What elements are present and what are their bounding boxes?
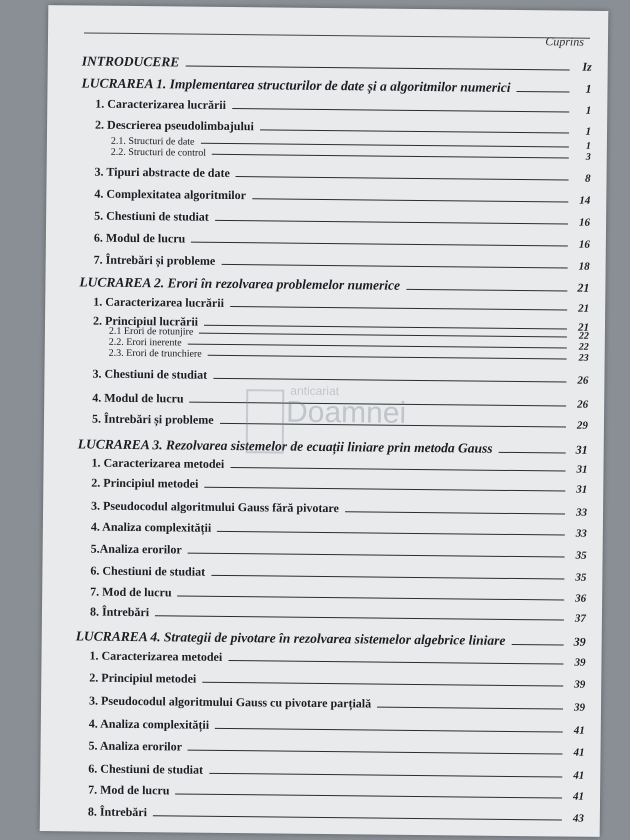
toc-entry-title: 2. Principiul metodei xyxy=(91,475,199,491)
toc-page-number: 14 xyxy=(579,194,591,207)
watermark xyxy=(246,383,457,465)
toc-leader-line xyxy=(208,355,567,360)
toc-page-number: 39 xyxy=(574,678,586,691)
toc-entry-title: 2.2. Structuri de control xyxy=(110,146,207,159)
toc-leader-line xyxy=(377,707,563,710)
toc-section xyxy=(76,604,586,624)
toc-section xyxy=(74,761,584,781)
toc-page-number: 31 xyxy=(576,463,588,476)
toc-page-number: 33 xyxy=(575,527,587,540)
toc-section xyxy=(80,252,590,272)
toc-leader-line xyxy=(260,129,569,133)
document-page xyxy=(40,5,609,837)
toc-leader-line xyxy=(221,264,567,269)
toc-entry-title: 2. Principiul lucrării xyxy=(92,313,199,329)
toc-section xyxy=(77,519,587,539)
toc-entry-title: LUCRAREA 4. Strategii de pivotare în rezolvarea sistemelor algebrice liniare xyxy=(75,628,506,648)
toc-leader-line xyxy=(155,615,564,620)
toc-chapter xyxy=(76,628,586,649)
toc-entry-title: 2. Descrierea pseudolimbajului xyxy=(95,117,254,134)
toc-entry-title: 4. Analiza complexității xyxy=(90,519,212,535)
toc-entry-title: 3. Tipuri abstracte de date xyxy=(94,164,230,180)
toc-leader-line xyxy=(230,306,567,311)
toc-leader-line xyxy=(215,220,568,225)
toc-page-number: 3 xyxy=(585,151,591,163)
toc-section xyxy=(80,186,590,206)
toc-chapter xyxy=(79,274,589,295)
toc-entry-title: 7. Mod de lucru xyxy=(88,782,170,798)
toc-page-number: 31 xyxy=(575,442,588,457)
toc-entry-title: 5. Analiza erorilor xyxy=(88,738,183,754)
toc-section xyxy=(76,563,586,583)
toc-page-number: 37 xyxy=(574,612,587,625)
toc-entry-title: 8. Întrebări xyxy=(89,604,150,620)
toc-leader-line xyxy=(188,344,567,349)
toc-leader-line xyxy=(215,728,563,733)
toc-section xyxy=(75,693,585,713)
toc-leader-line xyxy=(177,595,564,600)
toc-entry-title: 2.3. Erori de trunchiere xyxy=(108,347,202,360)
toc-page-number: 39 xyxy=(573,701,586,714)
watermark-logo-icon xyxy=(246,389,285,453)
toc-leader-line xyxy=(345,511,565,514)
toc-page-number: 39 xyxy=(574,656,586,669)
toc-page-number: 23 xyxy=(578,352,589,364)
toc-page-number: 21 xyxy=(577,321,590,334)
toc-entry-title: 4. Modul de lucru xyxy=(92,390,184,406)
toc-leader-line xyxy=(212,154,569,159)
toc-page-number: 35 xyxy=(575,549,587,562)
toc-leader-line xyxy=(498,452,565,454)
toc-entry-title: 3. Pseudocodul algoritmului Gauss fără pivotare xyxy=(91,498,339,516)
toc-leader-line xyxy=(175,793,562,798)
toc-page-number: 16 xyxy=(578,238,590,251)
toc-leader-line xyxy=(209,773,562,778)
toc-section xyxy=(77,541,587,561)
toc-entry-title: 6. Modul de lucru xyxy=(93,230,186,246)
toc-section xyxy=(81,164,591,184)
header-rule xyxy=(84,32,590,38)
toc-entry-title: 4. Complexitatea algoritmilor xyxy=(94,186,247,203)
toc-entry-title: 2.2. Erori inerente xyxy=(108,336,182,349)
toc-page-number: 33 xyxy=(575,506,588,519)
toc-page-number: 39 xyxy=(573,634,586,649)
toc-entry-title: 8. Întrebări xyxy=(87,804,148,820)
toc-section xyxy=(81,117,591,137)
toc-section xyxy=(74,804,584,824)
toc-page-number: 16 xyxy=(579,216,591,229)
toc-entry-title: LUCRAREA 2. Erori în rezolvarea problemelor numerice xyxy=(79,274,401,293)
toc-entry-title: 3. Chestiuni de studiat xyxy=(92,366,208,382)
toc-page-number: 8 xyxy=(584,172,591,185)
toc-leader-line xyxy=(204,487,565,492)
toc-section xyxy=(75,670,585,690)
toc-page-number: 26 xyxy=(577,374,589,387)
toc-leader-line xyxy=(252,198,568,202)
toc-leader-line xyxy=(199,333,567,338)
toc-page-number: 36 xyxy=(575,592,587,605)
toc-entry-title: 7. Mod de lucru xyxy=(90,584,172,600)
toc-section xyxy=(76,584,586,604)
toc-section xyxy=(77,475,587,495)
toc-leader-line xyxy=(153,815,562,820)
toc-leader-line xyxy=(191,242,568,247)
toc-leader-line xyxy=(511,644,563,646)
toc-leader-line xyxy=(217,531,565,536)
toc-page-number: 1 xyxy=(585,140,591,152)
toc-entry-title: 3. Pseudocodul algoritmului Gauss cu pivotare parțială xyxy=(88,693,372,711)
toc-page-number: 41 xyxy=(573,746,585,759)
toc-entry-title: LUCRAREA 1. Implementarea structurilor de date și a algoritmilor numerici xyxy=(81,75,511,95)
toc-leader-line xyxy=(211,575,564,580)
watermark-small-text: anticariat xyxy=(290,383,340,399)
toc-page-number: 43 xyxy=(572,812,584,825)
toc-leader-line xyxy=(200,143,568,148)
toc-section xyxy=(75,716,585,736)
toc-page-number: 41 xyxy=(573,790,585,803)
toc-page-number: 18 xyxy=(578,260,590,273)
toc-entry-title: 2.1. Structuri de date xyxy=(110,135,195,148)
toc-leader-line xyxy=(185,66,569,71)
toc-page-number: Iz xyxy=(582,59,592,74)
toc-page-number: 41 xyxy=(573,724,585,737)
toc-entry-title: 5.Analiza erorilor xyxy=(90,541,182,557)
toc-entry-title: 7. Întrebări și probleme xyxy=(93,252,216,268)
toc-section xyxy=(81,96,591,116)
toc-page-number: 1 xyxy=(585,125,592,138)
toc-leader-line xyxy=(228,660,563,665)
toc-entry-title: 6. Chestiuni de studiat xyxy=(88,761,204,777)
toc-page-number: 22 xyxy=(578,330,589,342)
toc-chapter xyxy=(81,75,591,96)
toc-entry-title: 5. Întrebări și probleme xyxy=(91,411,214,427)
toc-page-number: 1 xyxy=(585,104,592,117)
toc-leader-line xyxy=(202,682,563,687)
toc-chapter xyxy=(82,53,592,74)
toc-entry-title: 1. Caracterizarea lucrării xyxy=(95,96,227,112)
toc-entry-title: 6. Chestiuni de studiat xyxy=(90,563,206,579)
toc-leader-line xyxy=(188,750,563,755)
toc-leader-line xyxy=(232,108,569,113)
watermark-big-text: Doamnei xyxy=(285,395,407,430)
toc-section xyxy=(77,498,587,518)
toc-leader-line xyxy=(406,289,567,292)
toc-entry-title: 1. Caracterizarea metodei xyxy=(91,455,225,471)
toc-leader-line xyxy=(236,176,569,180)
toc-section xyxy=(80,208,590,228)
toc-page-number: 35 xyxy=(575,571,587,584)
toc-leader-line xyxy=(230,467,565,472)
toc-page-number: 41 xyxy=(573,769,585,782)
toc-entry-title: 2.1 Erori de rotunjire xyxy=(108,325,194,338)
toc-page-number: 31 xyxy=(576,483,588,496)
toc-section xyxy=(80,230,590,250)
toc-entry-title: 5. Chestiuni de studiat xyxy=(94,208,209,224)
toc-section xyxy=(79,294,589,314)
toc-page-number: 21 xyxy=(578,302,590,315)
toc-section xyxy=(75,648,585,668)
toc-page-number: 26 xyxy=(577,398,589,411)
toc-entry-title: 2. Principiul metodei xyxy=(89,670,197,686)
toc-leader-line xyxy=(213,378,566,383)
toc-page-number: 29 xyxy=(576,419,589,432)
toc-section xyxy=(75,738,585,758)
toc-page-number: 21 xyxy=(577,280,590,295)
toc-leader-line xyxy=(517,91,570,93)
toc-entry-title: 4. Analiza complexității xyxy=(88,716,210,732)
toc-entry-title: 1. Caracterizarea metodei xyxy=(89,648,223,664)
toc-page-number: 1 xyxy=(585,81,592,96)
toc-leader-line xyxy=(188,553,565,558)
toc-entry-title: 1. Caracterizarea lucrării xyxy=(93,294,225,310)
toc-section xyxy=(74,782,584,802)
toc-entry-title: LUCRAREA 3. Rezolvarea sistemelor de ecuații liniare prin metoda Gauss xyxy=(77,436,493,456)
toc-entry-title: INTRODUCERE xyxy=(81,53,180,70)
running-head: Cuprins xyxy=(545,34,585,49)
toc-page-number: 22 xyxy=(578,341,589,353)
